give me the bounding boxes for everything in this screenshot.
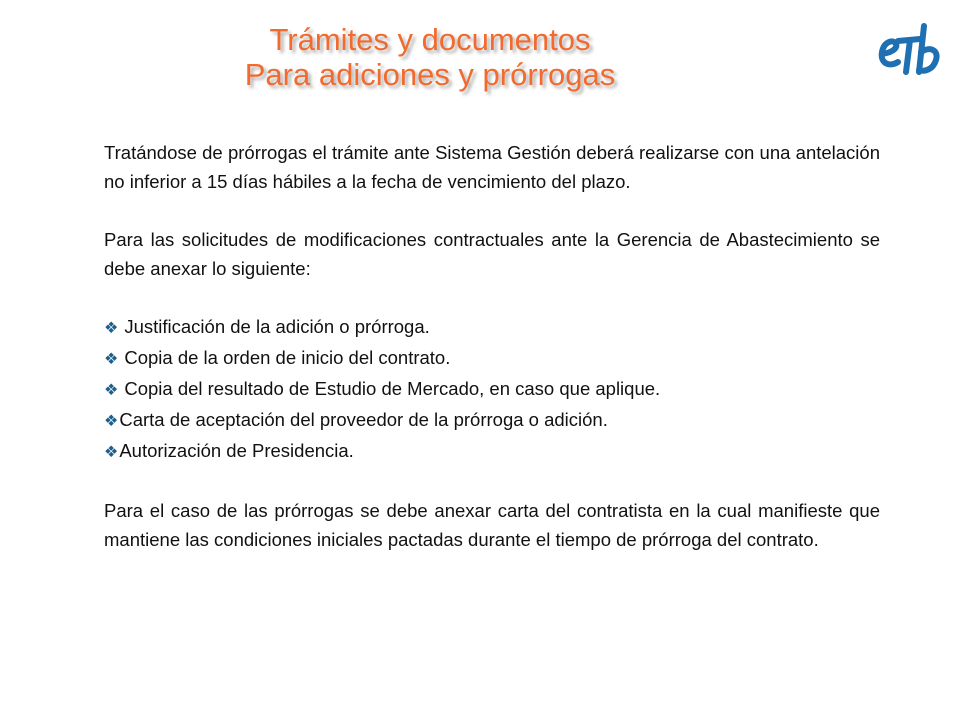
paragraph-extensions: Tratándose de prórrogas el trámite ante Sistema Gestión deberá realizarse con una antelación no inferior a 15 días hábiles a la fecha de vencimiento del plazo.: [104, 142, 880, 192]
diamond-bullet-icon: ❖: [104, 382, 119, 399]
list-item: ❖ Copia de la orden de inicio del contrato.: [104, 347, 451, 368]
paragraph-contractor-letter: Para el caso de las prórrogas se debe anexar carta del contratista en la cual manifieste que mantiene las condiciones iniciales pactadas durante el tiempo de prórroga del contrato.: [104, 500, 880, 550]
list-item: ❖ Copia del resultado de Estudio de Mercado, en caso que aplique.: [104, 378, 661, 399]
diamond-bullet-icon: ❖: [104, 320, 119, 337]
title-line-2: Para adiciones y prórrogas: [244, 57, 616, 92]
diamond-bullet-icon: ❖: [104, 351, 119, 368]
requirements-list: [104, 312, 880, 467]
etb-logo-icon: [876, 22, 942, 82]
etb-logo: [876, 22, 942, 82]
diamond-bullet-icon: ❖: [104, 444, 119, 461]
title-line-1: Trámites y documentos: [269, 22, 591, 57]
list-item: ❖Carta de aceptación del proveedor de la prórroga o adición.: [104, 409, 608, 430]
slide-body: [104, 138, 880, 554]
slide-title: [150, 22, 710, 92]
list-item: ❖ Justificación de la adición o prórroga.: [104, 316, 430, 337]
diamond-bullet-icon: ❖: [104, 413, 119, 430]
paragraph-requests: Para las solicitudes de modificaciones contractuales ante la Gerencia de Abastecimiento se debe anexar lo siguiente:: [104, 229, 880, 279]
list-item: ❖Autorización de Presidencia.: [104, 440, 354, 461]
